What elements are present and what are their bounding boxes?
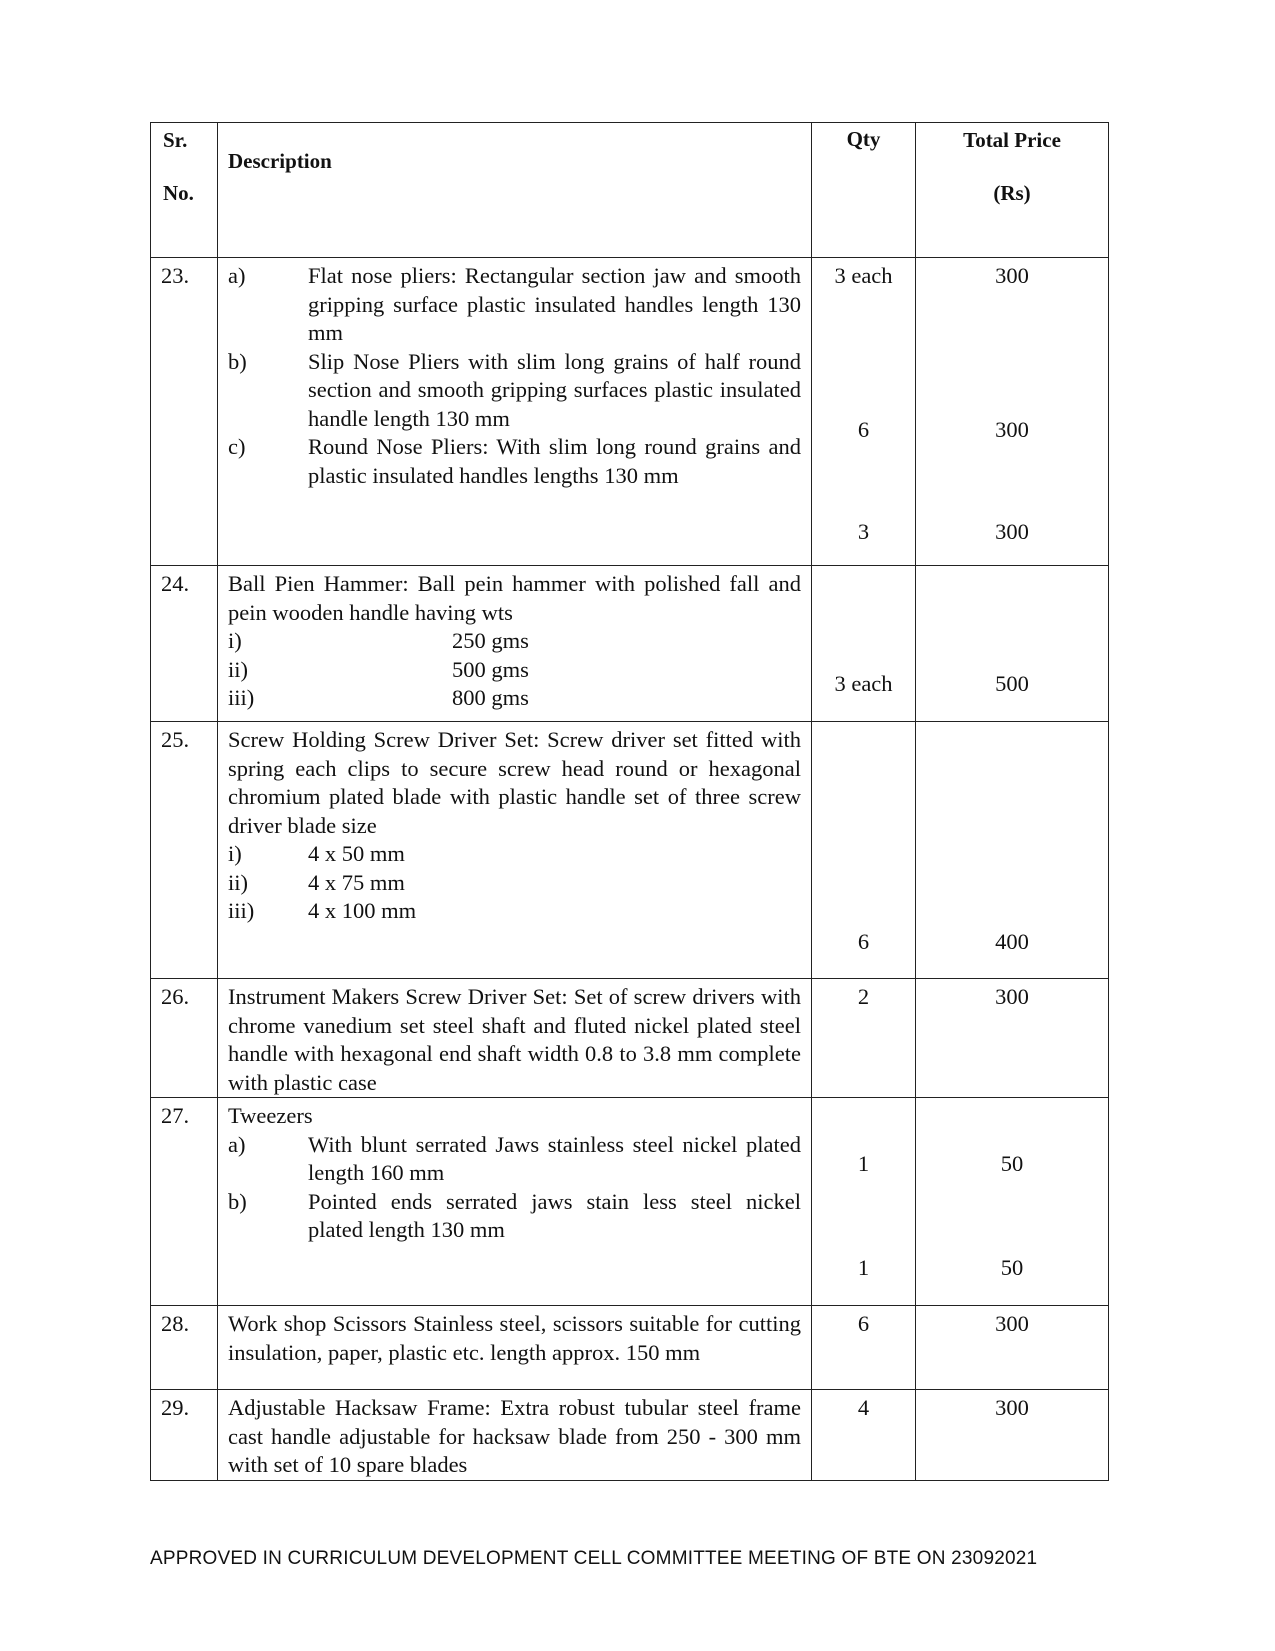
item-label: iii)	[228, 898, 255, 923]
item-label: ii)	[228, 869, 248, 895]
row-description: Work shop Scissors Stainless steel, scissors suitable for cutting insulation, paper, plastic etc. length approx. 150 mm	[218, 1306, 812, 1390]
item-value: 4 x 50 mm	[308, 841, 405, 866]
price-value: 500	[995, 671, 1029, 696]
item-label: a)	[228, 263, 246, 288]
item-text: Slip Nose Pliers with slim long grains of half round section and smooth gripping surfaces plastic insulated handle length 130 mm	[308, 348, 801, 431]
row-description: Adjustable Hacksaw Frame: Extra robust tubular steel frame cast handle adjustable for hacksaw blade from 250 - 300 mm with set of 10 spare blades	[218, 1390, 812, 1481]
qty-value: 1	[857, 1151, 870, 1176]
document-page	[150, 122, 1108, 1481]
item-label: iii)	[228, 685, 255, 710]
header-description: Description	[218, 123, 812, 258]
row-sr-no: 26.	[151, 979, 218, 1098]
item-text: Screw Holding Screw Driver Set: Screw driver set fitted with spring each clips to secure screw head round or hexagonal chromium plated blade with plastic handle set of three screw driver blade size	[228, 727, 801, 838]
item-label: ii)	[228, 656, 248, 682]
row-description: Instrument Makers Screw Driver Set: Set of screw drivers with chrome vanedium set steel shaft and fluted nickel plated steel handle with hexagonal end shaft width 0.8 to 3.8 mm complete with plastic case	[218, 979, 812, 1098]
price-value: 300	[995, 1311, 1029, 1336]
header-total-price	[916, 123, 1109, 258]
list-item	[228, 348, 801, 434]
qty-value: 2	[857, 984, 870, 1009]
row-price	[916, 258, 1109, 566]
price-value: 300	[995, 984, 1029, 1009]
qty-value: 6	[857, 929, 870, 954]
table-row	[151, 1306, 1109, 1390]
item-text: Ball Pien Hammer: Ball pein hammer with polished fall and pein wooden handle having wts	[228, 571, 801, 625]
row-price	[916, 1306, 1109, 1390]
list-item	[228, 897, 801, 926]
row-price	[916, 566, 1109, 722]
table-row	[151, 566, 1109, 722]
row-qty	[812, 566, 916, 722]
item-text: Pointed ends serrated jaws stain less steel nickel plated length 130 mm	[308, 1188, 801, 1242]
row-price	[916, 722, 1109, 979]
item-value: 4 x 100 mm	[308, 898, 417, 923]
list-item	[228, 656, 801, 685]
equipment-table	[150, 122, 1109, 1481]
row-qty	[812, 258, 916, 566]
list-item	[228, 262, 801, 348]
table-header-row	[151, 123, 1109, 258]
item-title: Tweezers	[228, 1103, 313, 1128]
row-qty	[812, 722, 916, 979]
item-label: b)	[228, 348, 247, 374]
list-item	[228, 433, 801, 490]
qty-value: 4	[857, 1395, 870, 1420]
price-value: 300	[995, 417, 1029, 442]
list-item	[228, 684, 801, 713]
row-description	[218, 258, 812, 566]
row-description	[218, 566, 812, 722]
price-value: 400	[995, 929, 1029, 954]
list-item	[228, 869, 801, 898]
item-value: 800 gms	[452, 685, 529, 710]
table-row	[151, 979, 1109, 1098]
item-text: With blunt serrated Jaws stainless steel nickel plated length 160 mm	[308, 1131, 801, 1185]
header-price-line1: Total Price	[963, 128, 1061, 152]
header-sr-line2: No.	[163, 181, 194, 205]
list-item	[228, 1188, 801, 1245]
row-qty	[812, 1306, 916, 1390]
row-sr-no: 29.	[151, 1390, 218, 1481]
item-value: 4 x 75 mm	[308, 869, 405, 895]
row-qty	[812, 1390, 916, 1481]
list-item	[228, 840, 801, 869]
item-value: 250 gms	[452, 628, 529, 653]
qty-value: 6	[857, 417, 870, 442]
item-label: a)	[228, 1131, 246, 1157]
qty-value: 6	[857, 1311, 870, 1336]
row-sr-no: 27.	[151, 1098, 218, 1306]
row-qty	[812, 979, 916, 1098]
header-sr-line1: Sr.	[163, 128, 188, 152]
row-price	[916, 1390, 1109, 1481]
table-row	[151, 722, 1109, 979]
price-value: 300	[995, 263, 1029, 288]
item-text: Round Nose Pliers: With slim long round grains and plastic insulated handles lengths 130 mm	[308, 434, 801, 488]
item-value: 500 gms	[452, 656, 529, 682]
row-description	[218, 722, 812, 979]
list-item	[228, 627, 801, 656]
item-text: Flat nose pliers: Rectangular section jaw and smooth gripping surface plastic insulated handles length 130 mm	[308, 263, 801, 345]
item-label: i)	[228, 841, 242, 866]
row-sr-no: 25.	[151, 722, 218, 979]
price-value: 50	[1000, 1255, 1024, 1280]
item-label: c)	[228, 434, 246, 459]
qty-value: 3 each	[834, 671, 893, 696]
price-value: 300	[995, 519, 1029, 544]
table-row	[151, 258, 1109, 566]
header-sr-no	[151, 123, 218, 258]
row-qty	[812, 1098, 916, 1306]
row-price	[916, 979, 1109, 1098]
qty-value: 3 each	[834, 263, 893, 288]
row-sr-no: 23.	[151, 258, 218, 566]
list-item	[228, 1131, 801, 1188]
header-price-line2: (Rs)	[993, 181, 1031, 205]
row-sr-no: 28.	[151, 1306, 218, 1390]
table-row	[151, 1098, 1109, 1306]
row-price	[916, 1098, 1109, 1306]
qty-value: 1	[857, 1255, 870, 1280]
price-value: 50	[1000, 1151, 1024, 1176]
price-value: 300	[995, 1395, 1029, 1420]
approval-footer: APPROVED IN CURRICULUM DEVELOPMENT CELL COMMITTEE MEETING OF BTE ON 23092021	[150, 1548, 1038, 1569]
row-description	[218, 1098, 812, 1306]
item-label: i)	[228, 628, 242, 653]
header-qty: Qty	[812, 123, 916, 258]
qty-value: 3	[857, 519, 870, 544]
row-sr-no: 24.	[151, 566, 218, 722]
table-row	[151, 1390, 1109, 1481]
item-label: b)	[228, 1188, 247, 1214]
